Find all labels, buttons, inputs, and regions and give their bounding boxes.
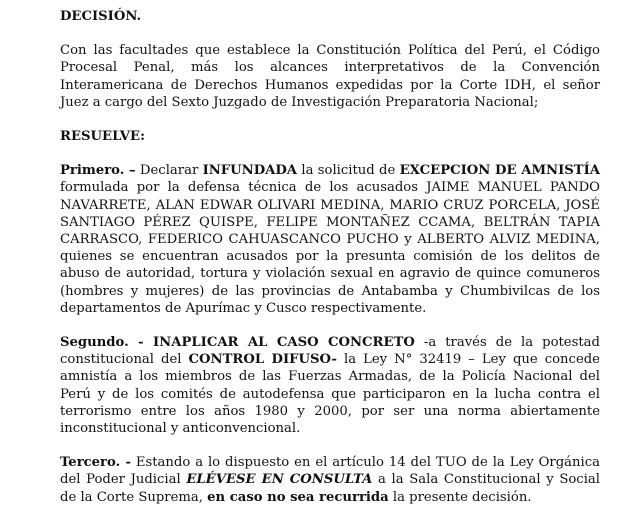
tercero-paragraph <box>60 454 600 506</box>
tercero-elevese: ELÉVESE EN CONSULTA <box>186 472 373 488</box>
segundo-control-difuso: CONTROL DIFUSO- <box>188 352 337 368</box>
heading-decision: DECISIÓN. <box>60 9 142 24</box>
segundo-text-2: la Ley N° 32419 – Ley que concede amnistía a los miembros de las Fuerzas Armadas, de la Policía Nacional del Perú y de los comités de autodefensa que participaron en la lucha contra el terrorismo entre los años 1980 y 2000, por ser una norma abiertamente inconstitucional y anticonvencional. <box>60 352 600 437</box>
primero-infundada: INFUNDADA <box>202 163 298 179</box>
resolution-document <box>60 8 600 506</box>
segundo-text-1: -a través de la potestad constitucional del <box>60 335 600 368</box>
tercero-text-3: la presente decisión. <box>388 489 532 505</box>
tercero-text-1: Estando a lo dispuesto en el artículo 14 del TUO de la Ley Orgánica del Poder Judicial <box>60 455 600 488</box>
tercero-label: Tercero. - <box>60 455 131 471</box>
primero-label: Primero. – <box>60 163 136 179</box>
heading-resuelve: RESUELVE: <box>60 129 145 145</box>
intro-paragraph: Con las facultades que establece la Constitución Política del Perú, el Código Procesal Penal, más los alcances interpretativos de la Convención Interamericana de Derechos Humanos expedidas por la Corte IDH, el señor Juez a cargo del Sexto Juzgado de Investigación Preparatoria Nacional; <box>60 43 600 110</box>
primero-text-3: formulada por la defensa técnica de los acusados JAIME MANUEL PANDO NAVARRETE, ALAN EDWAR OLIVARI MEDINA, MARIO CRUZ PORCELA, JOSÉ SANTIAGO PÉREZ QUISPE, FELIPE MONTAÑEZ CCAMA, BELTRÁN TAPIA CARRASCO, FEDERICO CAHUASCANCO PUCHO y ALBERTO ALVIZ MEDINA, quienes se encuentran acusados por la presunta comisión de los delitos de abuso de autoridad, tortura y violación sexual en agravio de quince comuneros (hombres y mujeres) de las provincias de Antabamba y Chumbivilcas de los departamentos de Apurímac y Cusco respectivamente. <box>60 180 600 316</box>
primero-text-2: la solicitud de <box>297 163 400 179</box>
primero-excepcion: EXCEPCION DE AMNISTÍA <box>399 163 601 179</box>
primero-text-1: Declarar <box>135 163 203 179</box>
segundo-paragraph <box>60 334 600 437</box>
primero-paragraph <box>60 162 600 317</box>
segundo-label: Segundo. - INAPLICAR AL CASO CONCRETO <box>60 335 415 351</box>
tercero-text-2: a la Sala Constitucional y Social de la Corte Suprema, <box>60 472 600 505</box>
tercero-no-recurrida: en caso no sea recurrida <box>207 489 389 505</box>
